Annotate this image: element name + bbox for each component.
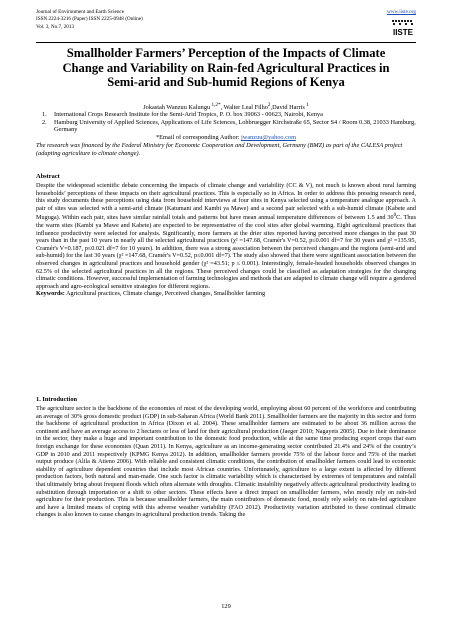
journal-url-link[interactable]: www.iiste.org [387, 9, 416, 15]
author-3-sup: 1 [304, 102, 309, 108]
abstract-heading: Abstract [36, 173, 60, 180]
journal-volume: Vol. 3, No.7, 2013 [36, 23, 75, 30]
author-2: , Walter Leal Filho [220, 104, 268, 112]
affiliation-number: 1. [42, 111, 47, 118]
abstract-body [36, 182, 416, 298]
abstract-text-1: Despite the widespread scientific debate concerning the impacts of climate change and variability (CC & V), not much is known about rural farming households’ perceptions of these impacts on their agricultural practices. This is especially so in Africa. In order to address this pressing research need, this study documents these perceptions using data from household interviews at four sites in Kenya selected using a temperature analogue approach. A pair of sites was selected with a semi-arid climate (Katumani and Kambi ya Mawe) and a second pair selected with a sub-humid climate (Kabete and Muguga). Within each pair, sites have similar rainfall totals and patterns but have mean annual temperature differences of between 1.5 and 30 [36, 182, 416, 222]
funding-note: The research was financed by the Federal Ministry for Economic Cooperation and Development, Germany (BMZ) as part of the CALESA project (adapting agriculture to climate change). [36, 141, 403, 157]
author-1-sup: 1,2* [210, 102, 221, 108]
degree-sup: 0 [393, 212, 397, 219]
email-label: *Email of corresponding Author: [156, 134, 242, 142]
abstract-text-2: C. Thus the warm sites (Kambi ya Mawe and Kabete) are expected to be representative of the cool sites after global warming. Eight agricultural practices that influence productivity were selected for analysis. Significantly, more farmers at the drier sites reported having perceived more changes in the past 30 years than in the past 10 years in nearly all the selected agricultural practices (χ² =147.68, Cramér's V=0.52, p≤0.001 df=7 for 30 years and χ² =135.95, Cramér's V=0.187, p≤0.021 df=7 for 10 years). In addition, there was a strong association between the perceived changes and the regions (semi-arid and sub-humid) for the last 30 years (χ² =147.68, Cramér's V=0.52, p≤0.001 df=7). The study also showed that there were significant association between the observed changes in agricultural practices and household gender (χ² =43.51; p ≤ 0.001). Interestingly, female-headed households observed changes in 62.5% of the selected agricultural practices in all the regions. These perceived changes could be classified as adaptation strategies for the changing climatic conditions. However, successful implementation of farming technologies and methods that are adapted to climate change will require a gendered approach and agro-ecological sensitive strategies for different regions. [36, 214, 416, 290]
corresponding-email [36, 134, 416, 142]
header-rule [36, 42, 416, 43]
affiliation-2 [36, 119, 416, 134]
author-3: ,David Harris [270, 104, 305, 112]
keywords-text: Agricultural practices, Climate change, Perceived changes, Smallholder farming [64, 290, 266, 298]
affiliation-text: Hamburg University of Applied Sciences, Applications of Life Sciences, Lohbruegger Kirchstraße 65, Sector S4 / Room 0.38, 21033 Hamburg, Germany [54, 118, 416, 134]
paper-title: Smallholder Farmers’ Perception of the Impacts of Climate Change and Variability on Rain-fed Agricultural Practices in Semi-arid and Sub-humid Regions of Kenya [62, 46, 390, 90]
affiliation-1 [36, 111, 416, 119]
affiliation-number: 2. [42, 118, 47, 126]
page-number: 129 [221, 603, 231, 610]
author-1: Jokastah Wanzuu Kalungu [143, 104, 211, 112]
journal-issn: ISSN 2224-3216 (Paper) ISSN 2225-0948 (Online) [36, 16, 143, 23]
journal-header [36, 9, 416, 37]
journal-name: Journal of Environment and Earth Science [36, 9, 125, 15]
iiste-logo [390, 18, 416, 38]
author-2-sup: 2 [267, 102, 271, 108]
affiliations [36, 111, 416, 157]
affiliation-text: International Crops Research Institute for the Semi-Arid Tropics, P. O. box 39063 - 00623, Nairobi, Kenya [54, 111, 323, 118]
introduction-heading: 1. Introduction [36, 396, 78, 403]
introduction-body: The agriculture sector is the backbone of the economies of most of the developing world, employing about 60 percent of the workforce and contributing an average of 30% gross domestic product (GDP) in sub-Saharan Africa (World Bank 2011). Smallholder farmers are the majority in this sector and form the backbone of agricultural production in Africa (Dixon et al. 2004). These smallholder farmers are estimated to be about 36 million across the continent and have an average access to 2 hectares or less of land for their agricultural production (Jaeger 2010; Nagayets 2005). Due to their dominance in the sector, they make a huge and important contribution to the domestic food production, while at the same time producing export crops that earn foreign exchange for these economies (Quan 2011). In Kenya, agriculture as an income-generating sector contributed 21.4% and 24% of the country’s GDP in 2010 and 2011 respectively (KPMG Kenya 2012). In addition, smallholder farmers provide 75% of the labour force and 75% of the market output produce (Alila & Atieno 2006). With reliable and consistent climatic conditions, the contribution of smallholder farmers could lead to economic stability of agriculture dependent countries that include most African countries. Unfortunately, agriculture to a large extent is affected by different production factors, both natural and man-made. One such factor is climatic variability which is characterised by extremes of temperatures and rainfall that ultimately bring about frequent floods which often alternate with droughts. Climatic instability negatively affects agricultural productivity leading to substitution through importation or a shift to other sectors. These effects have a direct impact on smallholder farmers, who mostly rely on rain-fed agriculture for their production. This is because smallholder farmers, the main contributors of domestic food, mostly rely solely on rain-fed agriculture and have a limited means of coping with this adverse weather variability (FAO 2012). Productivity variation attributed to these continual climatic changes is also known to cause changes in agricultural production trends. Taking the [36, 405, 416, 519]
logo-lettering: IISTE [392, 28, 414, 37]
email-link[interactable]: jwanzuu@yahoo.com [241, 134, 296, 142]
keywords-label: Keywords: [36, 290, 65, 298]
